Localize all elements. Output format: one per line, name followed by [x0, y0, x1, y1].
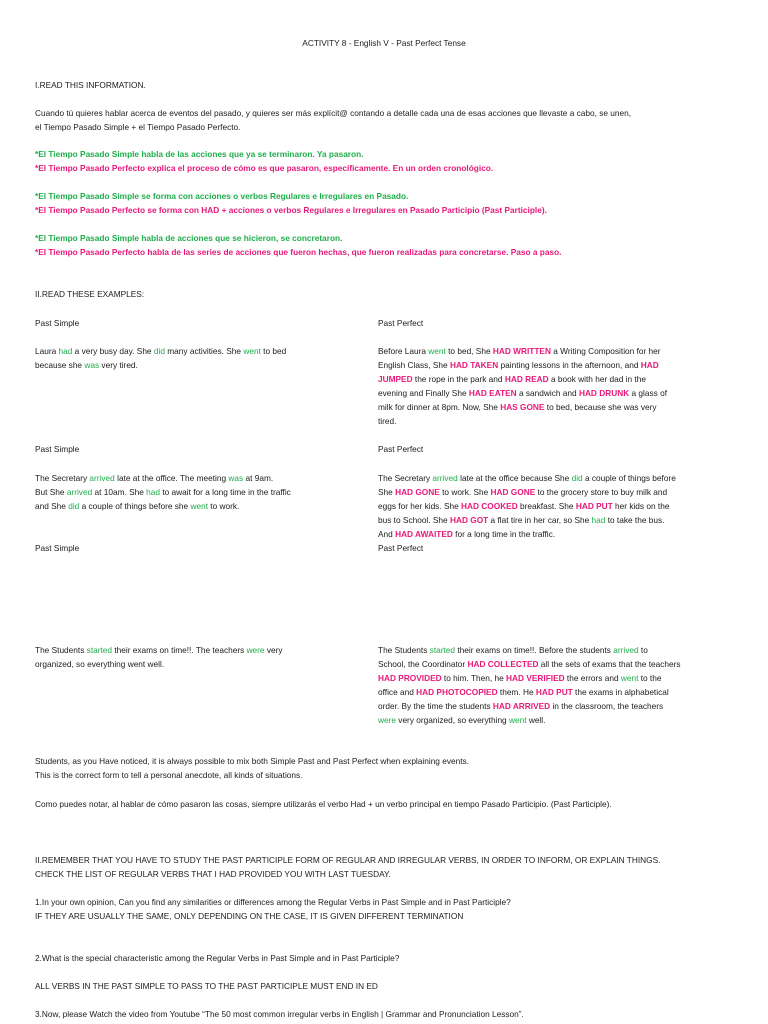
example-text: a Writing Composition for her — [550, 346, 661, 356]
example-line — [378, 527, 676, 541]
rule-simple-1: *El Tiempo Pasado Simple habla de las acciones que ya se terminaron. Ya pasaron. — [35, 149, 364, 159]
past-simple-verb: started — [86, 645, 113, 655]
answer-2: ALL VERBS IN THE PAST SIMPLE TO PASS TO THE PAST PARTICIPLE MUST END IN ED — [35, 981, 378, 991]
example-text: to bed, because she was very — [544, 402, 657, 412]
rule-perfect-1: *El Tiempo Pasado Perfecto explica el proceso de cómo es que pasaron, específicamente. En un orden cronológico. — [35, 163, 494, 173]
label-past-perfect: Past Perfect — [378, 318, 424, 328]
example-text: to bed — [260, 346, 287, 356]
example-line — [378, 643, 681, 657]
past-simple-verb: did — [68, 501, 80, 511]
past-perfect-verb: HAD GONE — [490, 487, 536, 497]
intro-line-1: Cuando tú quieres hablar acerca de eventos del pasado, y quieres ser más explícit@ contando a detalle cada una de esas acciones que llevaste a cabo, se unen, — [35, 108, 632, 118]
example-line — [378, 685, 681, 699]
example-text: her kids on the — [612, 501, 670, 511]
example-text: to take the bus. — [605, 515, 665, 525]
past-simple-verb: was — [84, 360, 100, 370]
section1-heading: I.READ THIS INFORMATION. — [35, 80, 146, 90]
intro-line-2: el Tiempo Pasado Simple + el Tiempo Pasado Perfecto. — [35, 122, 241, 132]
example-text: Before Laura — [378, 346, 429, 356]
label-past-perfect: Past Perfect — [378, 543, 424, 553]
example-text: The Students — [378, 645, 430, 655]
example-text: English Class, She — [378, 360, 450, 370]
answer-1: IF THEY ARE USUALLY THE SAME, ONLY DEPENDING ON THE CASE, IT IS GIVEN DIFFERENT TERMINATION — [35, 911, 464, 921]
example-text: late at the office. The meeting — [114, 473, 229, 483]
example-text: The Students — [35, 645, 87, 655]
example-text: all the sets of exams that the teachers — [538, 659, 681, 669]
example-text: painting lessons in the afternoon, and — [498, 360, 641, 370]
section3-subheading: CHECK THE LIST OF REGULAR VERBS THAT I HAD PROVIDED YOU WITH LAST TUESDAY. — [35, 869, 391, 879]
label-past-simple: Past Simple — [35, 543, 80, 553]
past-simple-verb: arrived — [89, 473, 115, 483]
question-1: 1.In your own opinion, Can you find any similarities or differences among the Regular Verbs in Past Simple and in Past Participle? — [35, 897, 511, 907]
question-2: 2.What is the special characteristic among the Regular Verbs in Past Simple and in Past Participle? — [35, 953, 400, 963]
rule-perfect-3: *El Tiempo Pasado Perfecto habla de las series de acciones que fueron hechas, que fueron realizadas para concretarse. Paso a paso. — [35, 247, 562, 257]
example-line — [35, 471, 291, 485]
past-perfect-verb: HAD GONE — [395, 487, 440, 497]
past-simple-verb: arrived — [613, 645, 639, 655]
example-text: a glass of — [629, 388, 668, 398]
example-text: a book with her dad in the — [548, 374, 646, 384]
past-perfect-verb: HAD COOKED — [461, 501, 518, 511]
label-past-perfect: Past Perfect — [378, 444, 424, 454]
past-simple-verb: had — [58, 346, 73, 356]
label-past-simple: Past Simple — [35, 318, 80, 328]
past-simple-verb: went — [190, 501, 208, 511]
example-3-simple — [35, 643, 283, 671]
rule-simple-3: *El Tiempo Pasado Simple habla de acciones que se hicieron, se concretaron. — [35, 233, 343, 243]
example-text: organized, so everything went well. — [35, 659, 165, 669]
example-text: and She — [35, 501, 69, 511]
past-simple-verb: went — [508, 715, 527, 725]
example-text: to work. — [208, 501, 240, 511]
example-line — [378, 485, 676, 499]
example-text: their exams on time!!. The teachers — [112, 645, 247, 655]
example-text: evening and Finally She — [378, 388, 469, 398]
past-simple-verb: went — [428, 346, 446, 356]
example-text: them. He — [497, 687, 536, 697]
example-text: the errors and — [564, 673, 621, 683]
note-line-3: Como puedes notar, al hablar de cómo pasaron las cosas, siempre utilizarás el verbo Had + un verbo principal en tiempo Pasado Participio. (Past Participle). — [35, 799, 612, 809]
past-simple-verb: were — [378, 715, 396, 725]
past-perfect-verb: HAD WRITTEN — [492, 346, 551, 356]
past-simple-verb: did — [571, 473, 583, 483]
past-perfect-verb: HAD TAKEN — [449, 360, 499, 370]
example-text: to him. Then, he — [441, 673, 507, 683]
note-line-1: Students, as you Have noticed, it is always possible to mix both Simple Past and Past Perfect when explaining events. — [35, 756, 469, 766]
past-perfect-verb: HAD PHOTOCOPIED — [416, 687, 498, 697]
past-perfect-verb: HAD PROVIDED — [378, 673, 442, 683]
example-text: because she — [35, 360, 85, 370]
example-text: to work. She — [439, 487, 491, 497]
example-text: to bed, She — [445, 346, 493, 356]
example-line — [378, 657, 681, 671]
example-line — [378, 671, 681, 685]
example-text: to the — [638, 673, 662, 683]
example-line — [378, 713, 681, 727]
past-perfect-verb: HAD READ — [504, 374, 549, 384]
example-line — [35, 344, 286, 358]
example-text: She — [378, 487, 396, 497]
past-simple-verb: were — [246, 645, 265, 655]
example-text: very organized, so everything — [395, 715, 509, 725]
example-text: for a long time in the traffic. — [452, 529, 556, 539]
example-text: to await for a long time in the traffic — [160, 487, 291, 497]
question-3: 3.Now, please Watch the video from Youtube “The 50 most common irregular verbs in English | Grammar and Pronunciation Lesson”. — [35, 1009, 524, 1019]
rule-perfect-2: *El Tiempo Pasado Perfecto se forma con HAD + acciones o verbos Regulares e Irregulares en Pasado Participio (Past Participle). — [35, 205, 547, 215]
example-line — [35, 643, 283, 657]
example-text: to — [638, 645, 648, 655]
example-line — [378, 400, 667, 414]
past-simple-verb: arrived — [66, 487, 93, 497]
example-text: late at the office because She — [457, 473, 572, 483]
past-perfect-verb: HAD GOT — [449, 515, 489, 525]
example-line — [378, 344, 667, 358]
example-line — [378, 414, 667, 428]
past-simple-verb: had — [146, 487, 161, 497]
example-3-perfect — [378, 643, 681, 727]
past-simple-verb: went — [243, 346, 261, 356]
example-text: office and — [378, 687, 417, 697]
example-text: School, the Coordinator — [378, 659, 468, 669]
section2-heading: II.READ THESE EXAMPLES: — [35, 289, 145, 299]
example-text: at 9am. — [243, 473, 274, 483]
example-text: a couple of things before — [582, 473, 676, 483]
past-simple-verb: did — [153, 346, 165, 356]
section3-heading: II.REMEMBER THAT YOU HAVE TO STUDY THE PAST PARTICIPLE FORM OF REGULAR AND IRREGULAR VERBS, IN ORDER TO INFORM, OR EXPLAIN THINGS. — [35, 855, 661, 865]
example-line — [378, 513, 676, 527]
example-line — [35, 657, 283, 671]
document-title: ACTIVITY 8 - English V - Past Perfect Tense — [302, 38, 466, 48]
past-perfect-verb: HAD COLLECTED — [467, 659, 539, 669]
example-text: order. By the time the students — [378, 701, 493, 711]
past-perfect-verb: HAD ARRIVED — [492, 701, 551, 711]
example-text: a sandwich and — [516, 388, 579, 398]
example-text: The Secretary — [378, 473, 433, 483]
example-line — [35, 485, 291, 499]
example-2-perfect — [378, 471, 676, 541]
example-line — [35, 358, 286, 372]
rule-simple-2: *El Tiempo Pasado Simple se forma con acciones o verbos Regulares e Irregulares en Pasado. — [35, 191, 409, 201]
example-text: tired. — [378, 416, 397, 426]
example-text: at 10am. She — [92, 487, 147, 497]
example-line — [378, 358, 667, 372]
past-perfect-verb: HAS GONE — [500, 402, 545, 412]
example-text: But She — [35, 487, 67, 497]
past-perfect-verb: HAD AWAITED — [395, 529, 453, 539]
example-text: a flat tire in her car, so She — [488, 515, 592, 525]
label-past-simple: Past Simple — [35, 444, 80, 454]
example-text: Laura — [35, 346, 59, 356]
example-2-simple — [35, 471, 291, 513]
example-line — [35, 499, 291, 513]
example-text: the rope in the park and — [412, 374, 505, 384]
example-text: And — [378, 529, 396, 539]
past-simple-verb: arrived — [432, 473, 458, 483]
past-perfect-verb: JUMPED — [378, 374, 413, 384]
example-text: in the classroom, the teachers — [550, 701, 664, 711]
example-line — [378, 499, 676, 513]
past-simple-verb: had — [591, 515, 606, 525]
past-perfect-verb: HAD VERIFIED — [506, 673, 565, 683]
example-line — [378, 699, 681, 713]
example-1-simple — [35, 344, 286, 372]
example-text: The Secretary — [35, 473, 90, 483]
example-line — [378, 386, 667, 400]
past-simple-verb: went — [620, 673, 639, 683]
example-1-perfect — [378, 344, 667, 428]
example-text: their exams on time!!. Before the students — [455, 645, 614, 655]
example-text: bus to School. She — [378, 515, 450, 525]
past-perfect-verb: HAD PUT — [535, 687, 573, 697]
note-line-2: This is the correct form to tell a personal anecdote, all kinds of situations. — [35, 770, 303, 780]
example-text: a couple of things before she — [79, 501, 191, 511]
example-text: milk for dinner at 8pm. Now, She — [378, 402, 501, 412]
example-text: very — [264, 645, 283, 655]
example-text: to the grocery store to buy milk and — [535, 487, 668, 497]
example-text: well. — [526, 715, 546, 725]
example-text: many activities. She — [164, 346, 244, 356]
example-text: eggs for her kids. She — [378, 501, 462, 511]
past-perfect-verb: HAD — [640, 360, 659, 370]
example-text: very tired. — [99, 360, 138, 370]
past-simple-verb: started — [429, 645, 456, 655]
example-line — [378, 471, 676, 485]
past-perfect-verb: HAD DRUNK — [578, 388, 630, 398]
past-perfect-verb: HAD EATEN — [468, 388, 517, 398]
past-perfect-verb: HAD PUT — [575, 501, 613, 511]
past-simple-verb: was — [228, 473, 244, 483]
example-text: the exams in alphabetical — [572, 687, 669, 697]
example-text: breakfast. She — [517, 501, 576, 511]
example-text: a very busy day. She — [72, 346, 154, 356]
example-line — [378, 372, 667, 386]
